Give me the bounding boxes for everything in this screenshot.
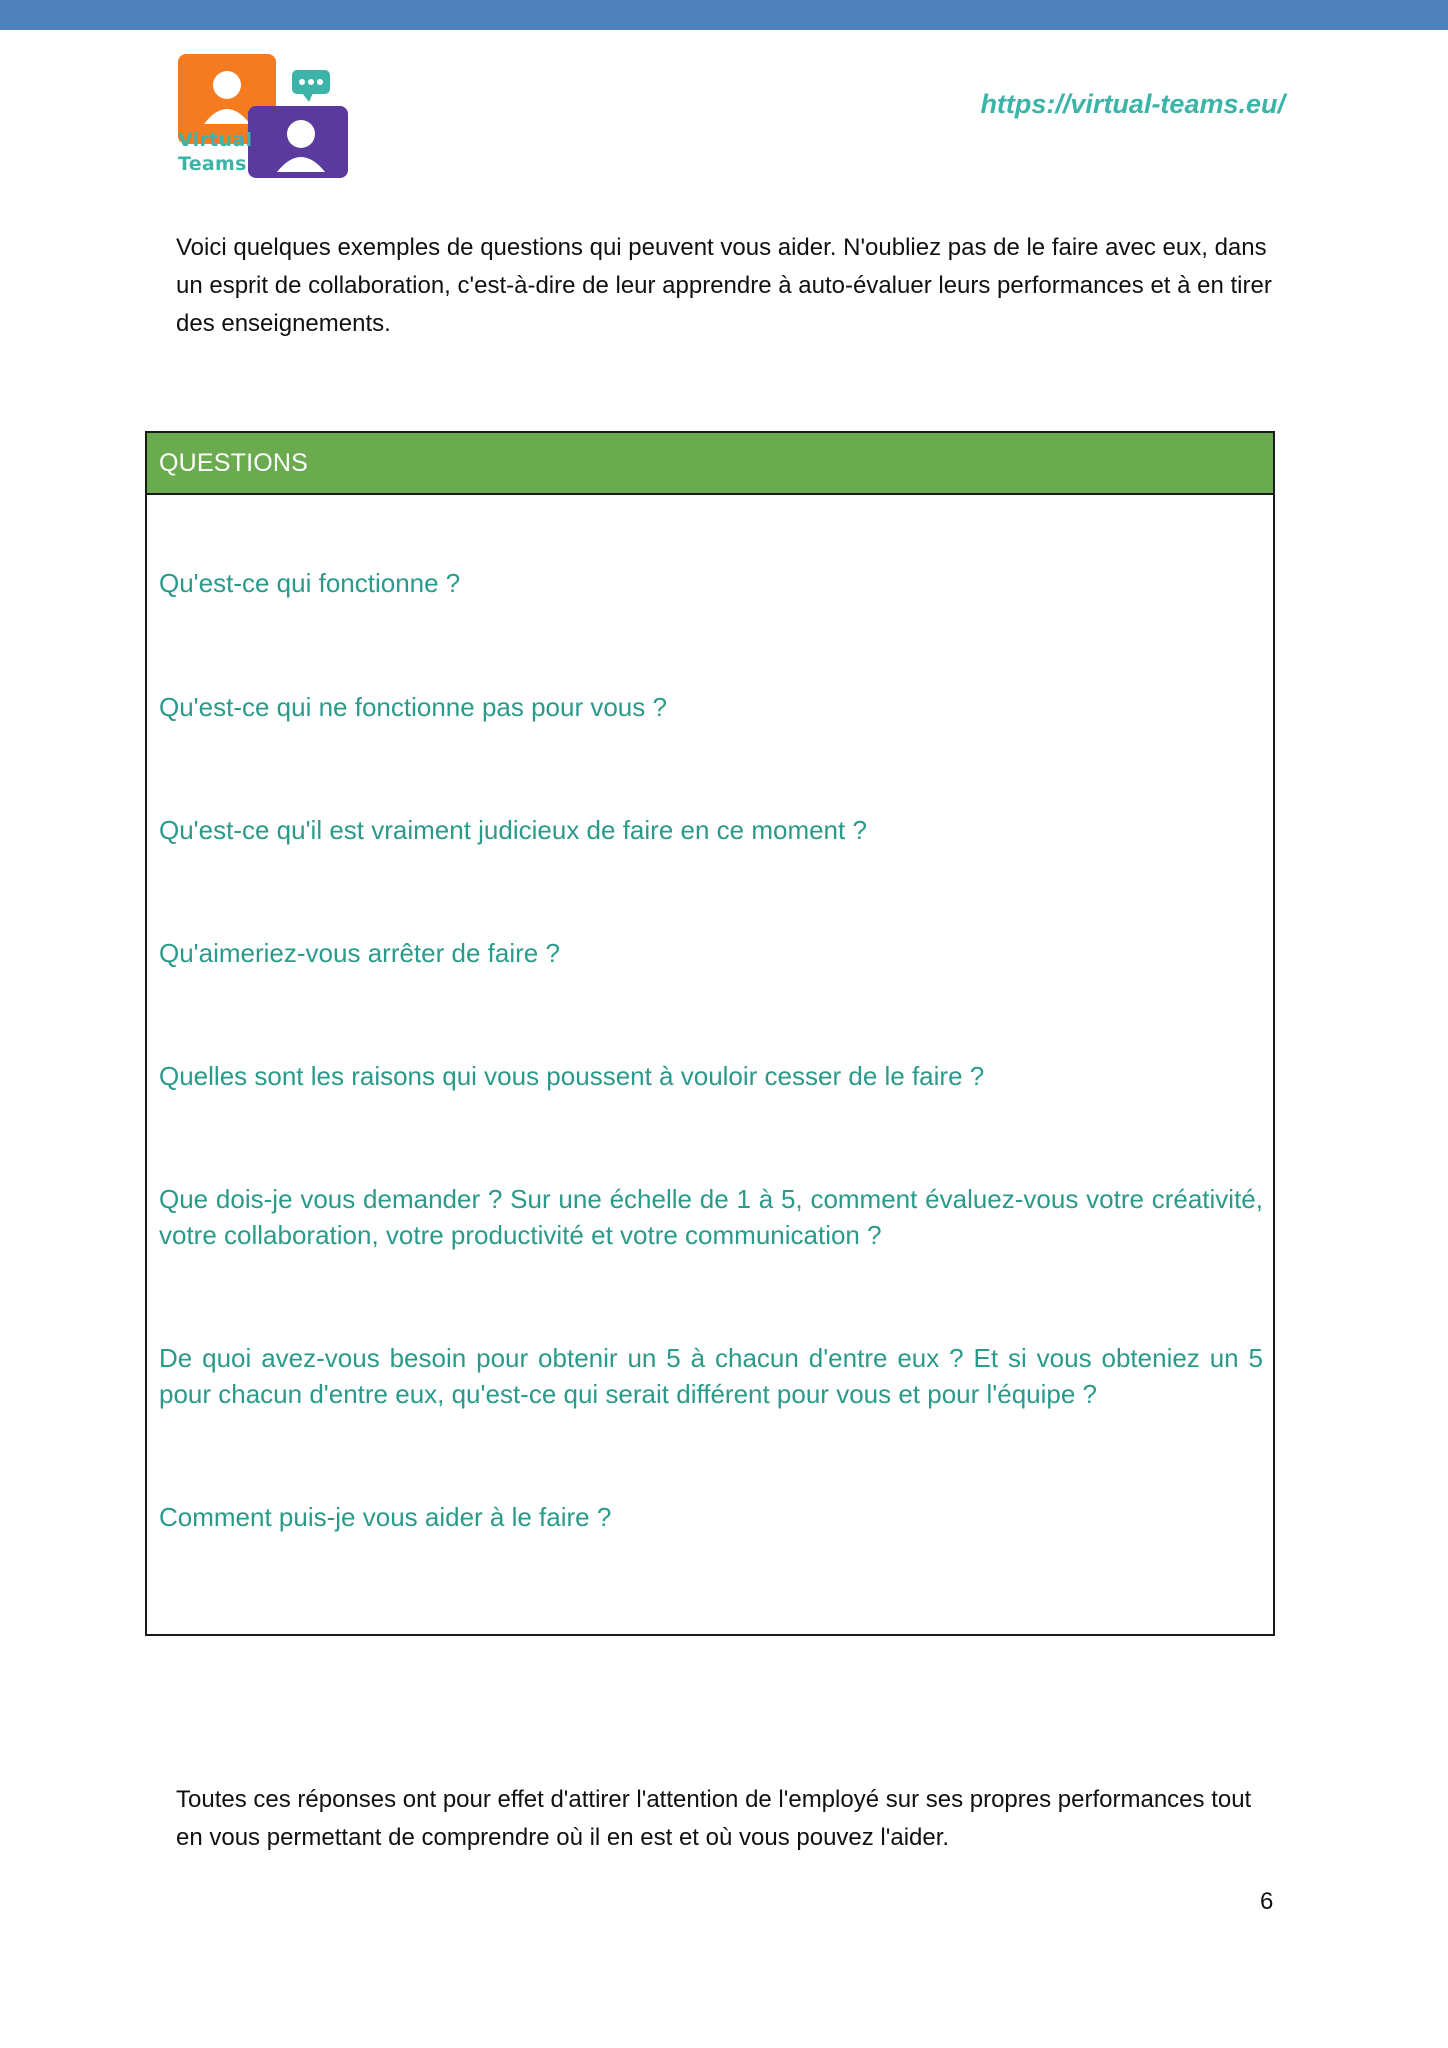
intro-text: Voici quelques exemples de questions qui peuvent vous aider. N'oubliez pas de le faire avec eux, dans un esprit de collaboration, c'est-à-dire de leur apprendre à auto-évaluer leurs performances et à en tirer des enseignements. bbox=[176, 234, 1272, 337]
question-item: Que dois-je vous demander ? Sur une échelle de 1 à 5, comment évaluez-vous votre créativité, votre collaboration, votre productivité et votre communication ? bbox=[159, 1184, 1263, 1250]
question-item: Qu'aimeriez-vous arrêter de faire ? bbox=[159, 938, 560, 968]
conclusion-text: Toutes ces réponses ont pour effet d'attirer l'attention de l'employé sur ses propres performances tout en vous permettant de comprendre où il en est et où vous pouvez l'aider. bbox=[176, 1786, 1252, 1851]
virtual-teams-logo bbox=[176, 52, 356, 182]
logo-word-virtual: Virtual bbox=[178, 129, 253, 151]
question-item: Quelles sont les raisons qui vous poussent à vouloir cesser de le faire ? bbox=[159, 1061, 985, 1091]
question-item: De quoi avez-vous besoin pour obtenir un 5 à chacun d'entre eux ? Et si vous obteniez un 5 pour chacun d'entre eux, qu'est-ce qui serait différent pour vous et pour l'équipe ? bbox=[159, 1343, 1263, 1409]
question-item: Qu'est-ce qui fonctionne ? bbox=[159, 568, 461, 598]
questions-table bbox=[145, 431, 1275, 1636]
question-item: Qu'est-ce qui ne fonctionne pas pour vous ? bbox=[159, 692, 667, 722]
questions-header-label: QUESTIONS bbox=[159, 448, 309, 477]
site-url-link[interactable]: https://virtual-teams.eu/ bbox=[980, 89, 1285, 119]
top-color-bar bbox=[0, 0, 1448, 30]
conclusion-paragraph bbox=[176, 1781, 1276, 1857]
page-number: 6 bbox=[1260, 1888, 1274, 1915]
intro-paragraph bbox=[176, 229, 1276, 343]
logo-word-teams: Teams bbox=[178, 153, 247, 175]
questions-table-header bbox=[147, 433, 1273, 495]
question-item: Qu'est-ce qu'il est vraiment judicieux de faire en ce moment ? bbox=[159, 815, 867, 845]
question-item: Comment puis-je vous aider à le faire ? bbox=[159, 1502, 612, 1532]
